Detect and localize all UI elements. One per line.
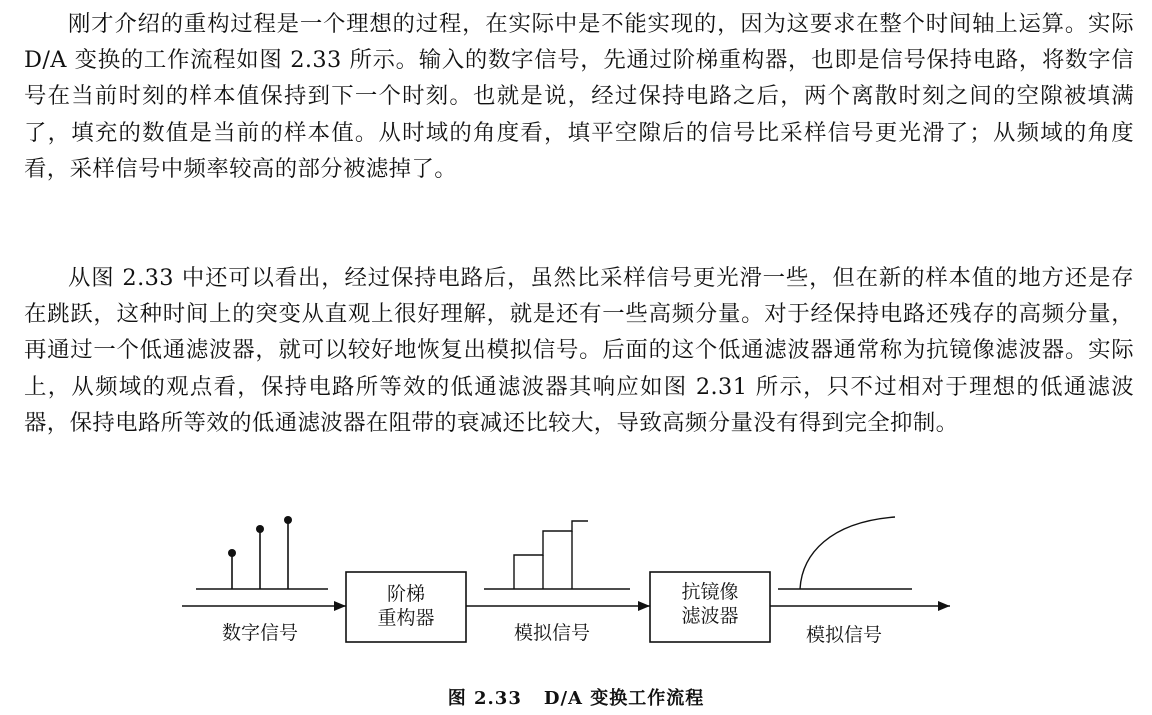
paragraph-2: 从图 2.33 中还可以看出，经过保持电路后，虽然比采样信号更光滑一些，但在新的样本值的地方还是存在跳跃，这种时间上的突变从直观上很好理解，就是还有一些高频分量。对于经保持电路还残存的高频分量，再通过一个低通滤波器，就可以较好地恢复出模拟信号。后面的这个低通滤波器通常称为抗镜像滤波器。实际上，从频域的观点看，保持电路所等效的低通滤波器其响应如图 2.31 所示，只不过相对于理想的低通滤波器，保持电路所等效的低通滤波器在阻带的衰减还比较大，导致高频分量没有得到完全抑制。 (24, 265, 1134, 436)
digital-samples-icon (196, 516, 328, 589)
arrow-head-1 (334, 601, 346, 611)
caption-number: 图 2.33 (447, 688, 522, 709)
arrow-head-2 (638, 601, 650, 611)
paragraph-1: 刚才介绍的重构过程是一个理想的过程，在实际中是不能实现的，因为这要求在整个时间轴上运算。实际 D/A 变换的工作流程如图 2.33 所示。输入的数字信号，先通过阶梯重构器，也即是信号保持电路，将数字信号在当前时刻的样本值保持到下一个时刻。也就是说，经过保持电路之后，两个离散时刻之间的空隙被填满了，填充的数值是当前的样本值。从时域的角度看，填平空隙后的信号比采样信号更光滑了；从频域的角度看，采样信号中频率较高的部分被滤掉了。 (24, 11, 1134, 182)
smooth-signal-icon (778, 517, 912, 589)
block2-label (650, 580, 770, 628)
block1-line2: 重构器 (377, 607, 435, 629)
block1-label (346, 582, 466, 630)
block1-line1: 阶梯 (386, 583, 425, 605)
input-signal-label: 数字信号 (222, 622, 299, 644)
arrow-head-3 (938, 601, 950, 611)
output-signal-label: 模拟信号 (806, 624, 883, 646)
figure-caption (0, 684, 1152, 710)
staircase-signal-icon (484, 521, 630, 589)
flow-diagram (0, 500, 1152, 684)
figure-da-flow (0, 500, 1152, 715)
middle-signal-label: 模拟信号 (514, 622, 591, 644)
caption-title: D/A 变换工作流程 (543, 688, 705, 709)
block2-line1: 抗镜像 (681, 581, 739, 603)
block2-line2: 滤波器 (681, 605, 739, 627)
